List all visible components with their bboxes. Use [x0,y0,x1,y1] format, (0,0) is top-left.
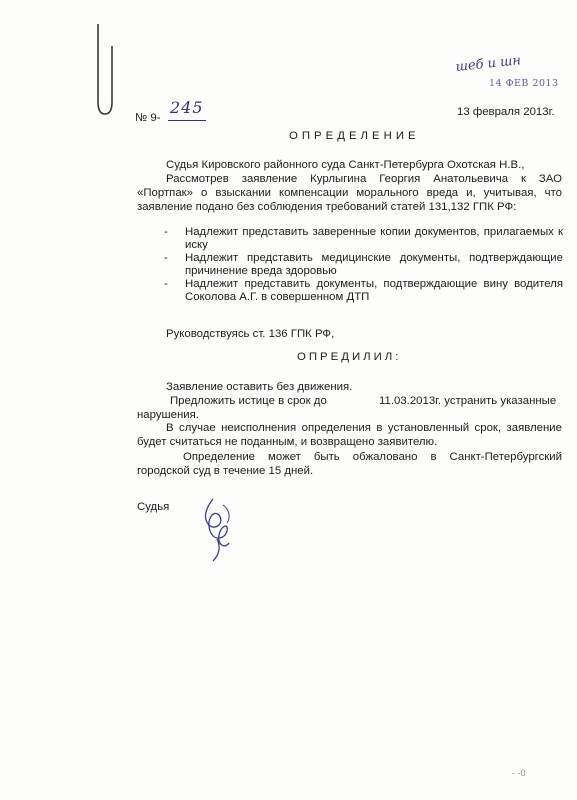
stamp-date: 14 ФЕВ 2013 [489,78,559,89]
intro-line-4: заявление подано без соблюдения требований статей 131,132 ГПК РФ: [137,201,517,213]
bullet-marker: - [164,278,168,290]
resolution-p4-line2: городской суд в течение 15 дней. [137,465,314,477]
stamp-handwritten: шеб и шн [455,53,522,75]
bullet-text-line: Надлежит представить медицинские документы, подтверждающие [185,252,563,264]
resolution-p4-line1: Определение может быть обжаловано в Санкт-Петербургский [183,451,562,463]
intro-line-3: «Портпак» о взыскании компенсации морального вреда и, учитывая, что [137,187,562,199]
bullet-text-line: иску [185,239,208,251]
guided-by-line: Руководствуясь ст. 136 ГПК РФ, [166,328,335,340]
case-number-handwritten: 245 [170,98,204,117]
document-date: 13 февраля 2013г. [457,106,555,118]
resolution-p2-a: Предложить истице в срок до [170,395,327,407]
bullet-text-line: причинение вреда здоровью [185,265,337,277]
resolution-title: ОПРЕДИЛИЛ: [297,351,402,363]
resolution-p3-line2: будет считаться не поданным, и возвращено заявителю. [137,436,438,448]
document-title: ОПРЕДЕЛЕНИЕ [289,130,420,142]
paper-clip-mark [94,22,116,118]
resolution-p3-line1: В случае неисполнения определения в установленный срок, заявление [166,422,562,434]
bullet-marker: - [164,226,168,238]
bullet-text-line: Надлежит представить документы, подтверждающие вину водителя [185,278,563,290]
bullet-marker: - [164,252,168,264]
bullet-text-line: Надлежит представить заверенные копии документов, прилагаемых к [185,226,563,238]
resolution-p2-b: 11.03.2013г. устранить указанные [379,395,557,407]
corner-mark: - -0 [512,768,526,778]
resolution-p1: Заявление оставить без движения. [166,381,353,393]
intro-line-2: Рассмотрев заявление Курлыгина Георгия Анатольевича к ЗАО [166,173,562,185]
signature-label: Судья [137,501,170,513]
judge-signature [195,495,245,565]
intro-line-1: Судья Кировского районного суда Санкт-Петербурга Охотская Н.В., [166,159,525,171]
case-number-label: № 9- [135,112,161,124]
resolution-p2-line2: нарушения. [137,409,199,421]
bullet-text-line: Соколова А.Г. в совершенном ДТП [185,291,370,303]
case-number-underline [168,120,206,121]
